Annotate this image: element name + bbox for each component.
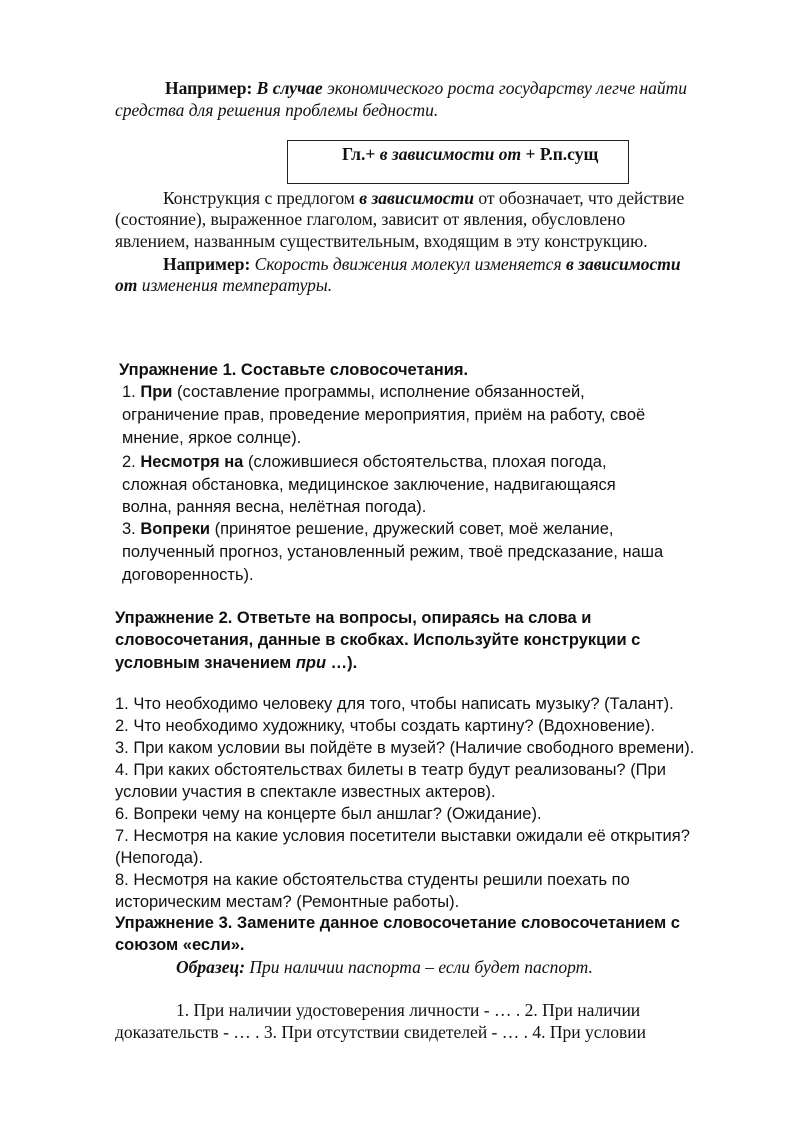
question-8: 8. Несмотря на какие обстоятельства студенты решили поехать по [115,871,630,889]
explanation-text: от обозначает, что действие [473,188,685,208]
exercise-1-item-1-line-3: мнение, яркое солнце). [122,429,302,447]
exercise-2-title-line-1: Упражнение 2. Ответьте на вопросы, опираясь на слова и [115,609,592,627]
exercise-1-item-3-line-2: полученный прогноз, установленный режим, твоё предсказание, наша [122,543,664,561]
item-keyword: При [140,383,173,401]
exercise-1-item-2-line-2: сложная обстановка, медицинское заключение, надвигающаяся [122,476,616,494]
exercise-1-item-2 [122,451,607,473]
question-7: 7. Несмотря на какие условия посетители выставки ожидали её открытия? [115,827,690,845]
example-1-line-1 [165,77,687,99]
example-term: в зависимости [565,254,681,274]
example-text: экономического роста государству легче найти [322,78,688,98]
item-text: (составление программы, исполнение обязанностей, [172,383,585,401]
exercise-3-title-line-2: союзом «если». [115,936,245,954]
example-2-line-2 [115,274,332,296]
example-lead: В случае [256,78,323,98]
exercise-3-line-1: 1. При наличии удостоверения личности - … . 2. При наличии [176,1000,641,1020]
explanation-term: в зависимости [359,188,474,208]
item-keyword: Вопреки [140,520,210,538]
sample-label: Образец: [176,957,246,977]
explanation-line-2: (состояние), выраженное глаголом, зависит от явления, обусловлено [115,209,626,229]
formula-part: + Р.п.сущ [521,144,599,164]
formula-preposition: в зависимости от [379,144,522,164]
item-number: 2. [122,453,141,471]
exercise-1-item-2-line-3: волна, ранняя весна, нелётная погода). [122,498,427,516]
question-3: 3. При каком условии вы пойдёте в музей? (Наличие свободного времени). [115,739,695,757]
exercise-3-title-line-1: Упражнение 3. Замените данное словосочетание словосочетанием с [115,914,680,932]
item-text: (принятое решение, дружеский совет, моё желание, [209,520,614,538]
title-preposition: при [295,654,327,672]
item-keyword: Несмотря на [140,453,244,471]
exercise-1-title: Упражнение 1. Составьте словосочетания. [119,361,469,379]
explanation-text: Конструкция с предлогом [163,188,360,208]
question-7-line-2: (Непогода). [115,849,204,867]
exercise-3-line-2: доказательств - … . 3. При отсутствии свидетелей - … . 4. При условии [115,1022,647,1042]
formula-part: Гл.+ [342,144,380,164]
item-number: 1. [122,383,141,401]
example-label: Например: [165,78,253,98]
item-text: (сложившиеся обстоятельства, плохая погода, [243,453,607,471]
example-text: Скорость движения молекул изменяется [250,254,566,274]
question-2: 2. Что необходимо художнику, чтобы создать картину? (Вдохновение). [115,717,655,735]
title-text: …). [326,654,358,672]
title-text: условным значением [115,654,296,672]
example-2-line-1 [163,253,681,275]
example-label: Например: [163,254,251,274]
explanation-line-3: явлением, названным существительным, входящим в эту конструкцию. [115,231,648,251]
example-1-line-2: средства для решения проблемы бедности. [115,100,439,120]
item-number: 3. [122,520,141,538]
question-4: 4. При каких обстоятельствах билеты в театр будут реализованы? (При [115,761,666,779]
question-8-line-2: историческим местам? (Ремонтные работы). [115,893,460,911]
exercise-1-item-1-line-2: ограничение прав, проведение мероприятия, приём на работу, своё [122,406,646,424]
exercise-2-title-line-2: словосочетания, данные в скобках. Используйте конструкции с [115,631,641,649]
exercise-3-sample [176,956,593,978]
exercise-1-item-3 [122,518,614,540]
explanation-line-1 [163,187,684,209]
exercise-2-title-line-3 [115,652,357,674]
example-text: изменения температуры. [137,275,333,295]
exercise-1-item-1 [122,381,585,403]
formula-text [342,143,598,165]
question-4-line-2: условии участия в спектакле известных актеров). [115,783,496,801]
exercise-1-item-3-line-3: договоренность). [122,566,254,584]
question-1: 1. Что необходимо человеку для того, чтобы написать музыку? (Талант). [115,695,674,713]
sample-text: При наличии паспорта – если будет паспорт. [245,957,593,977]
question-6: 6. Вопреки чему на концерте был аншлаг? (Ожидание). [115,805,542,823]
example-term: от [115,275,138,295]
